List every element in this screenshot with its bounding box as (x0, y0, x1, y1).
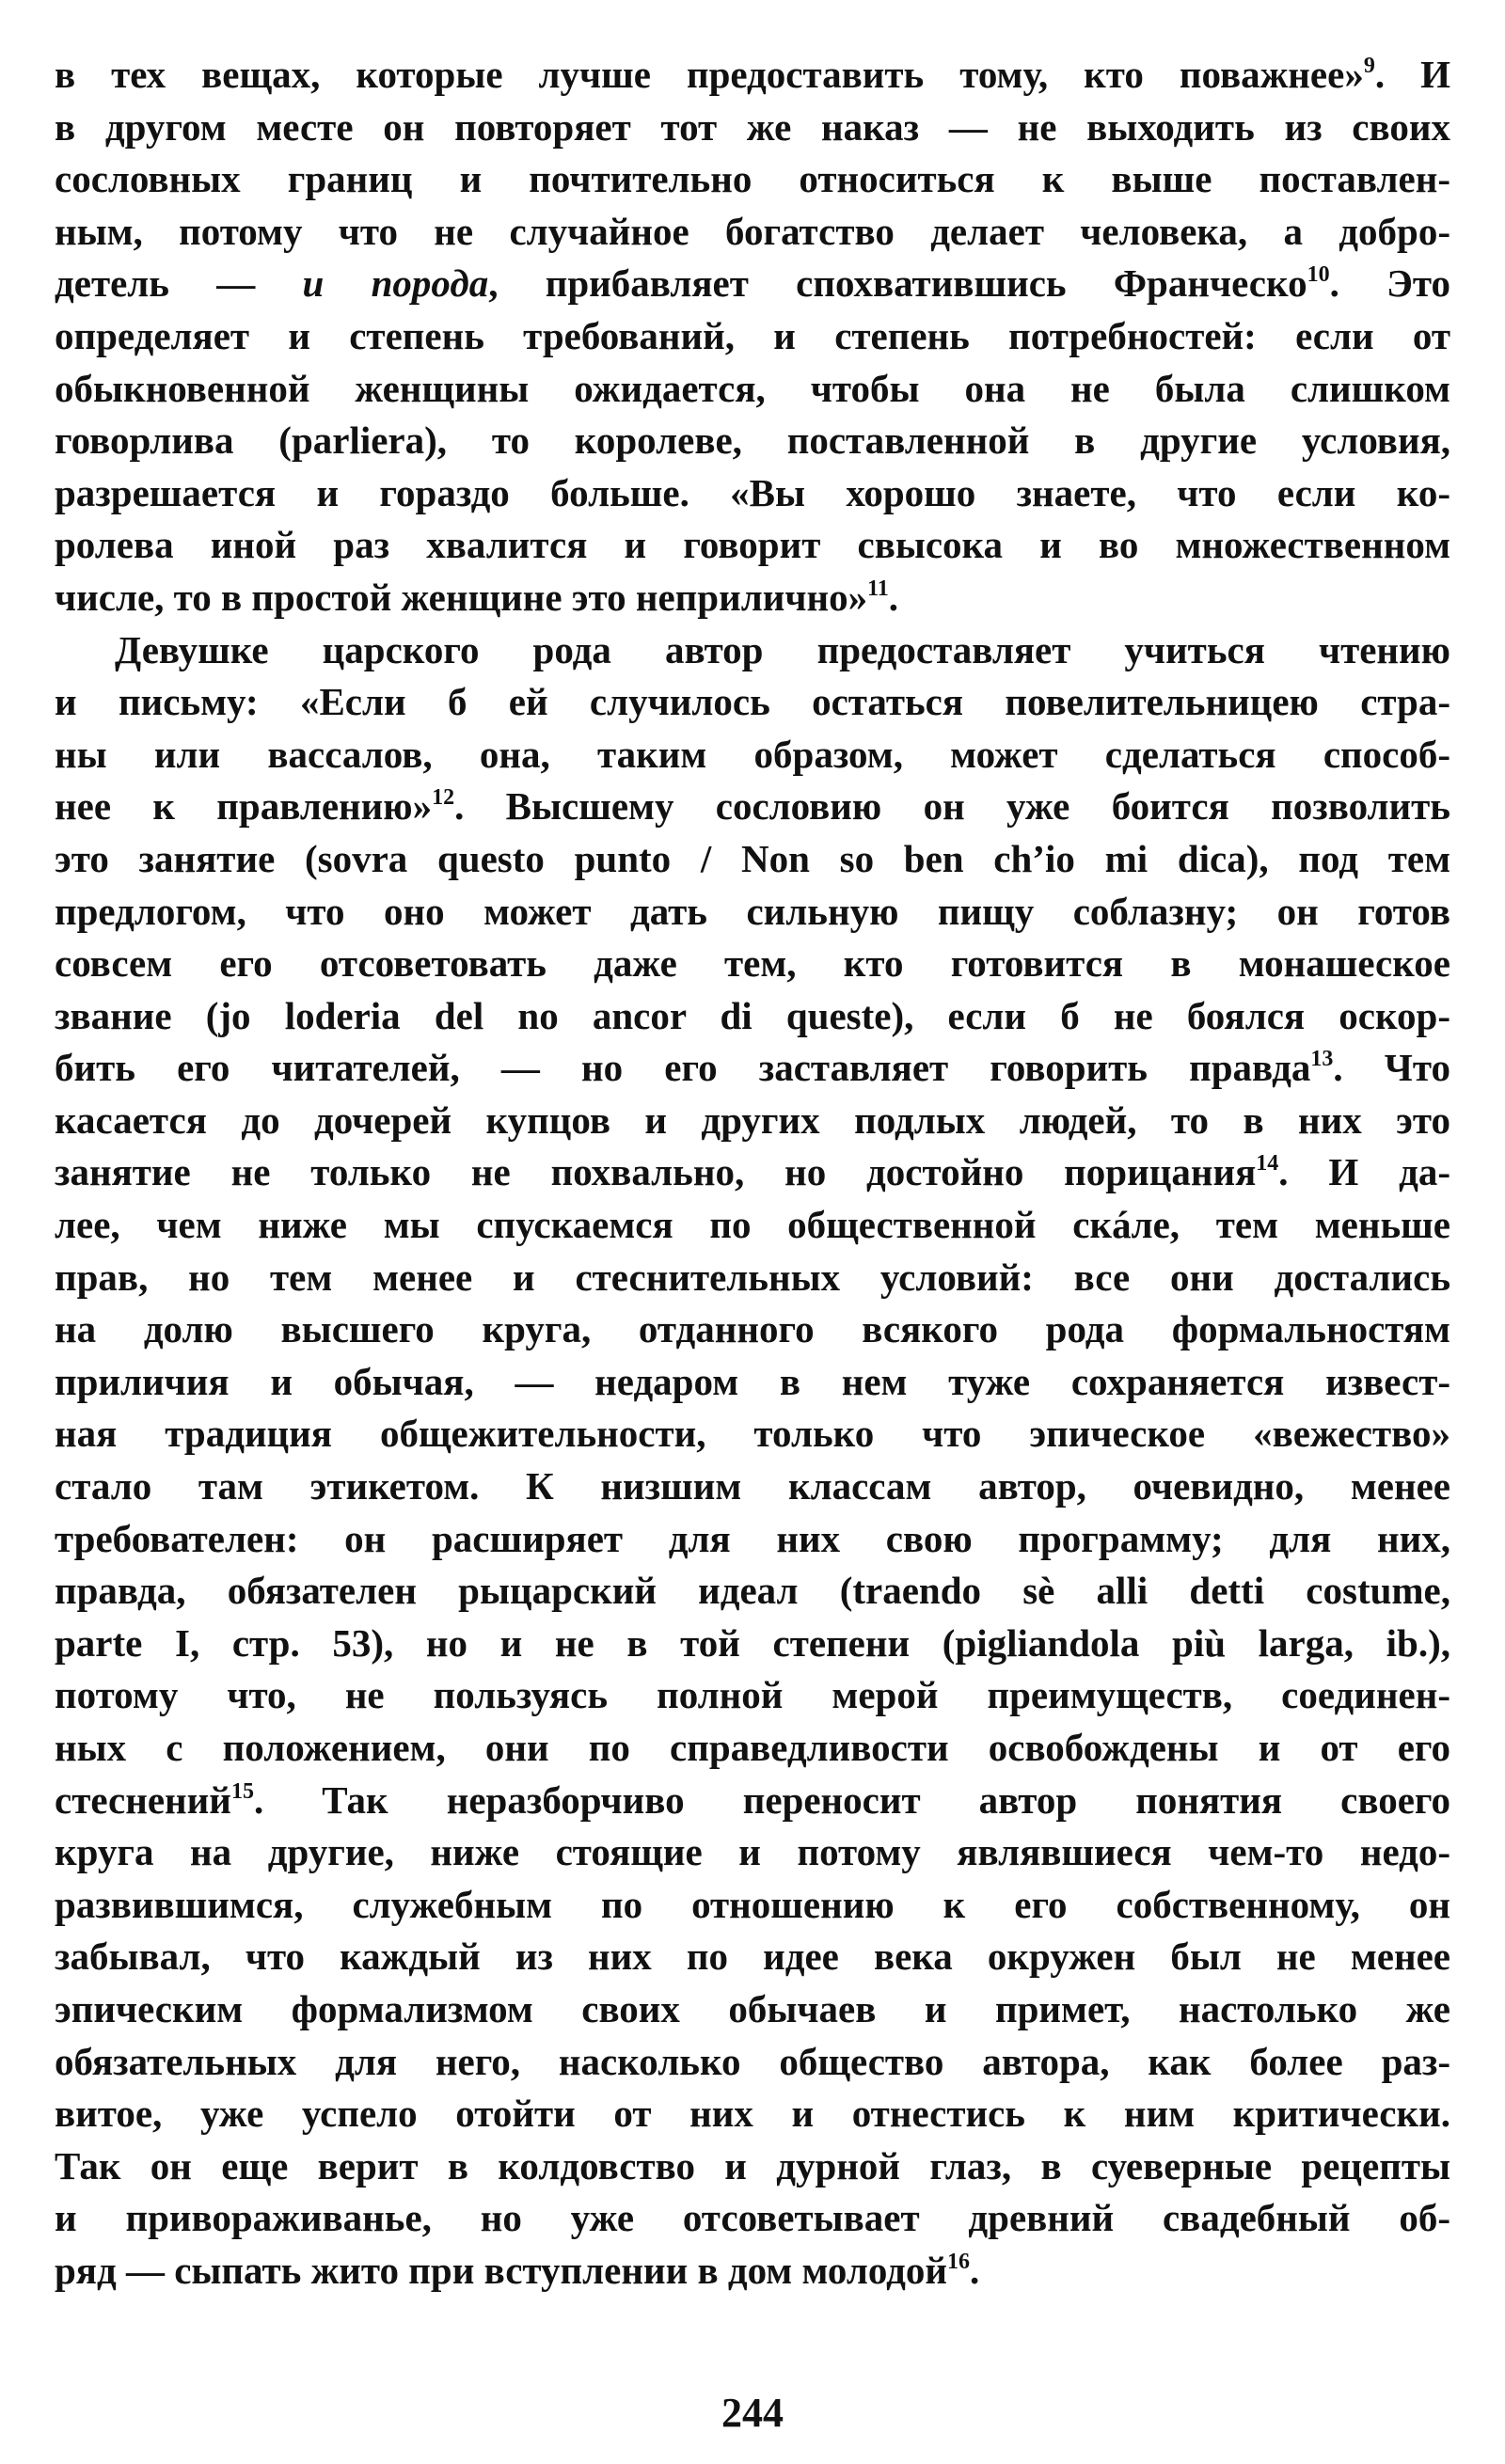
text-line (55, 1931, 1450, 1983)
text-line (55, 49, 1450, 102)
text-segment: ным, потому что не случайное богатство делает человека, а добро- (55, 209, 1450, 253)
text-segment: . Так неразборчиво переносит автор понятия своего (253, 1777, 1450, 1822)
text-line (55, 2036, 1450, 2089)
text-line (55, 990, 1450, 1043)
text-line (55, 833, 1450, 886)
body-text (55, 49, 1450, 2298)
text-line (55, 415, 1450, 467)
text-line (55, 1879, 1450, 1932)
text-segment: числе, то в простой женщине это неприлично» (55, 575, 868, 619)
text-line (55, 1199, 1450, 1252)
text-segment: в другом месте он повторяет тот же наказ — не выходить из своих (55, 104, 1450, 149)
text-segment: . И да- (1278, 1150, 1450, 1194)
text-segment: занятие не только не похвально, но достойно порицания (55, 1150, 1257, 1194)
footnote-ref: 16 (947, 2249, 971, 2274)
text-segment: касается до дочерей купцов и других подлых людей, то в них это (55, 1098, 1450, 1142)
text-segment: стало там этикетом. К низшим классам автор, очевидно, менее (55, 1464, 1450, 1508)
text-line (55, 258, 1450, 310)
text-line (55, 781, 1450, 833)
text-line (55, 1146, 1450, 1199)
text-segment: обязательных для него, насколько общество автора, как более раз- (55, 2039, 1450, 2083)
footnote-ref: 15 (230, 1778, 254, 1804)
text-segment: Так он еще верит в колдовство и дурной глаз, в суеверные рецепты (55, 2143, 1450, 2188)
text-segment: требователен: он расширяет для них свою программу; для них, (55, 1516, 1450, 1560)
text-segment: ряд — сыпать жито при вступлении в дом молодой (55, 2248, 948, 2292)
text-segment: лее, чем ниже мы спускаемся по общественной скáле, тем меньше (55, 1203, 1450, 1247)
text-segment: ролева иной раз хвалится и говорит свысока и во множественном (55, 523, 1450, 567)
text-segment: , прибавляет спохватившись Франческо (488, 261, 1307, 306)
text-line (55, 2088, 1450, 2140)
page-number: 244 (721, 2390, 784, 2436)
text-segment: эпическим формализмом своих обычаев и примет, настолько же (55, 1986, 1450, 2030)
text-line (55, 624, 1450, 677)
text-line (55, 1722, 1450, 1775)
text-segment: и привораживанье, но уже отсоветывает древний свадебный об- (55, 2196, 1450, 2240)
text-segment: это занятие (sovra questo punto / Non so ben ch’io mi dica), под тем (55, 836, 1450, 880)
footnote-ref: 14 (1256, 1151, 1279, 1177)
text-line (55, 1983, 1450, 2036)
text-line (55, 310, 1450, 363)
footnote-ref: 9 (1363, 54, 1375, 78)
text-line (55, 467, 1450, 520)
text-segment: забывал, что каждый из них по идее века окружен был не менее (55, 1935, 1450, 1979)
text-line (55, 2140, 1450, 2193)
text-line (55, 886, 1450, 939)
footnote-ref: 13 (1310, 1047, 1334, 1072)
text-segment: совсем его отсоветовать даже тем, кто готовится в монашеское (55, 941, 1450, 986)
text-line (55, 102, 1450, 154)
text-line (55, 572, 1450, 624)
text-line (55, 1618, 1450, 1670)
text-segment: . (888, 575, 899, 619)
text-line (55, 1565, 1450, 1618)
text-segment: и письму: «Если б ей случилось остаться повелительницею стра- (55, 680, 1450, 724)
text-segment: parte I, стр. 53), но и не в той степени (pigliandola più larga, ib.), (55, 1620, 1450, 1665)
text-line (55, 2245, 1450, 2298)
text-segment: . Что (1333, 1046, 1450, 1090)
text-segment: сословных границ и почтительно относиться к выше поставлен- (55, 157, 1450, 201)
text-segment: бить его читателей, — но его заставляет говорить правда (55, 1046, 1311, 1090)
footnote-ref: 11 (867, 576, 889, 601)
text-segment: ных с положением, они по справедливости освобождены и от его (55, 1726, 1450, 1769)
text-segment: ная традиция общежительности, только что эпическое «вежество» (55, 1412, 1450, 1456)
text-segment: . Высшему сословию он уже боится позволить (454, 784, 1450, 829)
text-segment: обыкновенной женщины ожидается, чтобы она не была слишком (55, 366, 1450, 410)
footnote-ref: 10 (1307, 262, 1330, 288)
text-segment: детель — (55, 261, 303, 306)
text-segment: . И (1374, 53, 1450, 96)
text-line (55, 1252, 1450, 1304)
text-line (55, 1826, 1450, 1879)
text-line (55, 1042, 1450, 1095)
text-segment: приличия и обычая, — недаром в нем туже сохраняется извест- (55, 1359, 1450, 1403)
text-segment: развившимся, служебным по отношению к его собственному, он (55, 1882, 1450, 1926)
text-segment: говорлива (parliera), то королеве, поставленной в другие условия, (55, 419, 1450, 463)
text-line (55, 519, 1450, 572)
text-segment: круга на другие, ниже стоящие и потому являвшиеся чем-то недо- (55, 1830, 1450, 1874)
text-line (55, 1408, 1450, 1461)
text-line (55, 1356, 1450, 1409)
text-segment: разрешается и гораздо больше. «Вы хорошо знаете, что если ко- (55, 470, 1450, 514)
text-segment: предлогом, что оно может дать сильную пищу соблазну; он готов (55, 889, 1450, 933)
text-line (55, 1303, 1450, 1356)
text-segment: на долю высшего круга, отданного всякого рода формальностям (55, 1307, 1450, 1351)
text-segment: нее к правлению» (55, 784, 433, 829)
text-line (55, 206, 1450, 259)
text-line (55, 1775, 1450, 1827)
text-segment: прав, но тем менее и стеснительных условий: все они достались (55, 1255, 1450, 1299)
text-segment: Девушке царского рода автор предоставляет учиться чтению (115, 627, 1450, 671)
footnote-ref: 12 (432, 785, 455, 811)
text-line (55, 938, 1450, 990)
text-line (55, 729, 1450, 782)
text-line (55, 1461, 1450, 1513)
text-segment: ны или вассалов, она, таким образом, может сделаться способ- (55, 732, 1450, 776)
text-line (55, 1095, 1450, 1147)
text-segment: . Это (1329, 261, 1450, 306)
text-segment: и порода (302, 261, 489, 306)
text-line (55, 2192, 1450, 2245)
text-segment: звание (jo loderia del no ancor di queste), если б не боялся оскор- (55, 993, 1450, 1037)
text-segment: . (970, 2248, 980, 2292)
text-line (55, 1513, 1450, 1566)
text-segment: определяет и степень требований, и степень потребностей: если от (55, 313, 1450, 357)
text-line (55, 1669, 1450, 1722)
text-line (55, 676, 1450, 729)
text-segment: потому что, не пользуясь полной мерой преимуществ, соединен- (55, 1673, 1450, 1717)
text-segment: стеснений (55, 1777, 231, 1822)
text-line (55, 363, 1450, 416)
text-segment: витое, уже успело отойти от них и отнестись к ним критически. (55, 2092, 1450, 2136)
text-segment: в тех вещах, которые лучше предоставить тому, кто поважнее» (55, 53, 1364, 96)
text-line (55, 153, 1450, 206)
text-segment: правда, обязателен рыцарский идеал (traendo sè alli detti costume, (55, 1569, 1450, 1613)
